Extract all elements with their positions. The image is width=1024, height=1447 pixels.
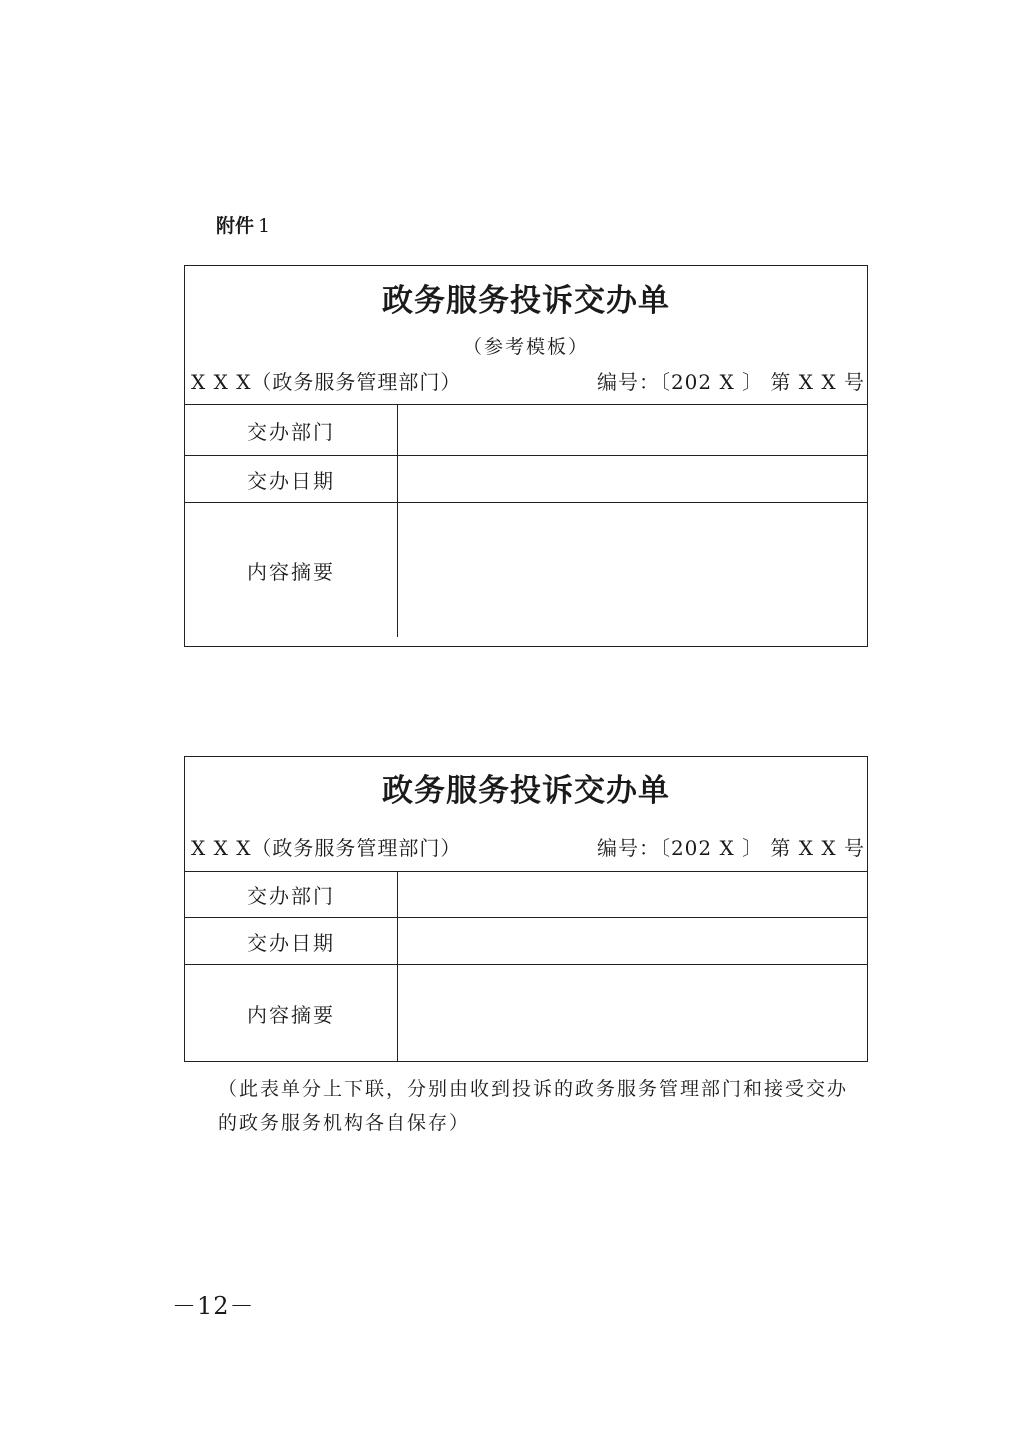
page-number: －12－ <box>172 1292 255 1320</box>
attachment-label-text: 附件 <box>216 215 255 237</box>
table-row <box>185 456 867 503</box>
form-meta-row <box>185 825 867 871</box>
field-label-assigned-department: 交办部门 <box>185 872 398 918</box>
complaint-form-upper <box>184 265 868 647</box>
form-note: （此表单分上下联，分别由收到投诉的政务服务管理部门和接受交办的政务服务机构各自保存） <box>218 1078 849 1134</box>
table-row <box>185 872 867 918</box>
serial-number: 编号：〔202 X 〕 第 X X 号 <box>596 836 865 860</box>
form-fields-table <box>185 404 867 637</box>
form-title: 政务服务投诉交办单 <box>382 773 670 809</box>
serial-number: 编号：〔202 X 〕 第 X X 号 <box>596 370 865 394</box>
field-value-content-summary[interactable] <box>398 503 868 638</box>
field-value-assigned-department[interactable] <box>398 405 868 456</box>
field-value-assigned-date[interactable] <box>398 456 868 503</box>
issuing-department: X X X（政务服务管理部门） <box>191 370 462 394</box>
table-row <box>185 918 867 965</box>
form-title: 政务服务投诉交办单 <box>382 283 670 319</box>
field-label-assigned-date: 交办日期 <box>185 918 398 965</box>
form-meta-row <box>185 360 867 404</box>
attachment-number: 1 <box>258 215 271 237</box>
form-subtitle: （参考模板） <box>462 336 589 358</box>
table-row <box>185 503 867 638</box>
field-value-assigned-date[interactable] <box>398 918 868 965</box>
attachment-label <box>216 212 270 240</box>
table-row <box>185 965 867 1062</box>
field-value-assigned-department[interactable] <box>398 872 868 918</box>
field-label-assigned-department: 交办部门 <box>185 405 398 456</box>
form-fields-table <box>185 871 867 1061</box>
field-value-content-summary[interactable] <box>398 965 868 1062</box>
complaint-form-lower <box>184 756 868 1062</box>
field-label-content-summary: 内容摘要 <box>185 503 398 638</box>
issuing-department: X X X（政务服务管理部门） <box>191 836 462 860</box>
field-label-content-summary: 内容摘要 <box>185 965 398 1062</box>
table-row <box>185 405 867 456</box>
field-label-assigned-date: 交办日期 <box>185 456 398 503</box>
